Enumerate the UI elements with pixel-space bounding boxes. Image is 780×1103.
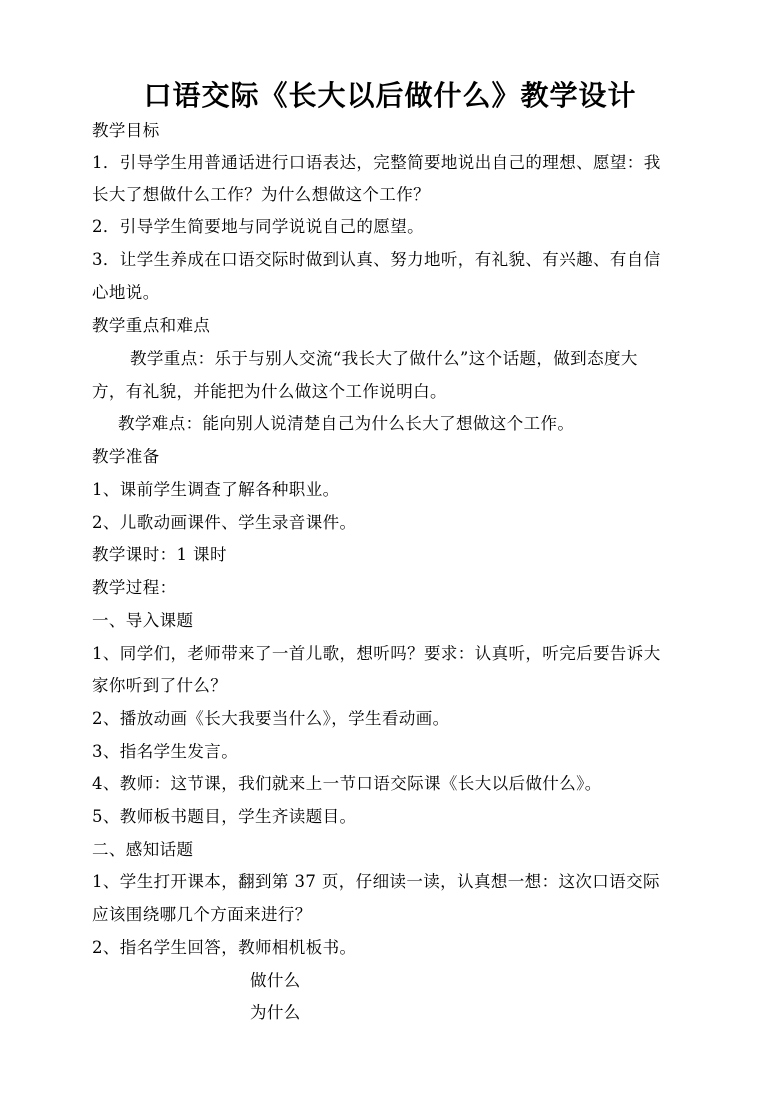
- paragraph-line: 1、学生打开课本，翻到第 37 页，仔细读一读，认真想一想：这次口语交际: [92, 872, 660, 891]
- paragraph-line: 2．引导学生简要地与同学说说自己的愿望。: [92, 217, 424, 236]
- paragraph-line: 2、播放动画《长大我要当什么》，学生看动画。: [92, 709, 450, 728]
- paragraph-line: 1、课前学生调查了解各种职业。: [92, 480, 340, 499]
- document-title: 口语交际《长大以后做什么》教学设计: [143, 79, 637, 112]
- section-heading-process: 教学过程：: [92, 578, 177, 597]
- paragraph-line: 4、教师：这节课，我们就来上一节口语交际课《长大以后做什么》。: [92, 774, 602, 793]
- paragraph-line: 教学难点：能向别人说清楚自己为什么长大了想做这个工作。: [118, 414, 575, 433]
- paragraph-line: 应该围绕哪几个方面来进行？: [92, 905, 312, 924]
- paragraph-line: 长大了想做什么工作？为什么想做这个工作？: [92, 185, 430, 204]
- paragraph-line: 教学课时：1 课时: [92, 545, 227, 564]
- section-heading-topic: 二、感知话题: [92, 840, 194, 859]
- section-heading-key-points: 教学重点和难点: [92, 316, 211, 335]
- paragraph-line: 家你听到了什么？: [92, 676, 228, 695]
- paragraph-line: 3、指名学生发言。: [92, 742, 239, 761]
- paragraph-line: 1、同学们，老师带来了一首儿歌，想听吗？要求：认真听，听完后要告诉大: [92, 644, 661, 663]
- paragraph-line: 心地说。: [92, 283, 160, 302]
- paragraph-line: 2、指名学生回答，教师相机板书。: [92, 938, 357, 957]
- section-heading-intro: 一、导入课题: [92, 611, 194, 630]
- board-item: 为什么: [250, 1003, 301, 1022]
- paragraph-line: 5、教师板书题目，学生齐读题目。: [92, 807, 357, 826]
- section-heading-preparation: 教学准备: [92, 447, 160, 466]
- paragraph-line: 教学重点：乐于与别人交流“我长大了做什么”这个话题，做到态度大: [130, 349, 638, 368]
- paragraph-line: 2、儿歌动画课件、学生录音课件。: [92, 513, 357, 532]
- paragraph-line: 1．引导学生用普通话进行口语表达，完整简要地说出自己的理想、愿望：我: [92, 153, 661, 172]
- paragraph-line: 方，有礼貌，并能把为什么做这个工作说明白。: [92, 382, 447, 401]
- paragraph-line: 3．让学生养成在口语交际时做到认真、努力地听，有礼貌、有兴趣、有自信: [92, 250, 661, 269]
- board-item: 做什么: [250, 971, 301, 990]
- section-heading-goals: 教学目标: [92, 121, 160, 140]
